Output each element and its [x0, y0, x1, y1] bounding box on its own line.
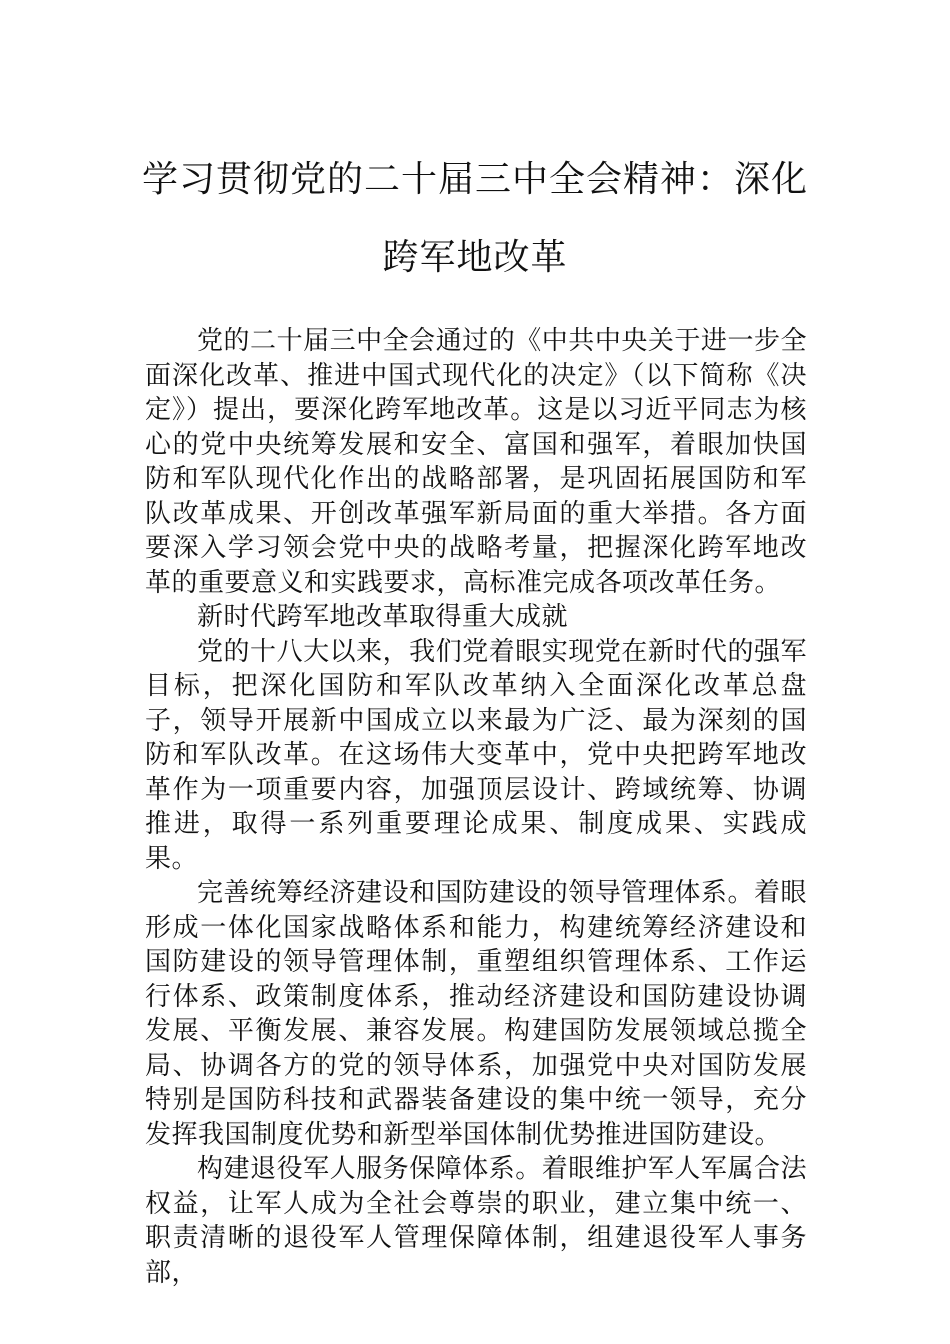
- section-heading: 新时代跨军地改革取得重大成就: [197, 602, 569, 632]
- paragraph-veterans-system: 构建退役军人服务保障体系。着眼维护军人军属合法权益，让军人成为全社会尊崇的职业，建立集中统一、职责清晰的退役军人管理保障体制，组建退役军人事务部，: [145, 1154, 807, 1288]
- paragraph-intro: 党的二十届三中全会通过的《中共中央关于进一步全面深化改革、推进中国式现代化的决定》（以下简称《决定》）提出，要深化跨军地改革。这是以习近平同志为核心的党中央统筹发展和安全、富国和强军，着眼加快国防和军队现代化作出的战略部署，是巩固拓展国防和军队改革成果、开创改革强军新局面的重大举措。各方面要深入学习领会党中央的战略考量，把握深化跨军地改革的重要意义和实践要求，高标准完成各项改革任务。: [145, 326, 807, 598]
- paragraph-leadership-system: 完善统筹经济建设和国防建设的领导管理体系。着眼形成一体化国家战略体系和能力，构建统筹经济建设和国防建设的领导管理体制，重塑组织管理体系、工作运行体系、政策制度体系，推动经济建设和国防建设协调发展、平衡发展、兼容发展。构建国防发展领域总揽全局、协调各方的党的领导体系，加强党中央对国防发展特别是国防科技和武器装备建设的集中统一领导，充分发挥我国制度优势和新型举国体制优势推进国防建设。: [145, 878, 807, 1150]
- document-title: [140, 160, 810, 278]
- document-body: [145, 324, 807, 1290]
- paragraph-achievements: 党的十八大以来，我们党着眼实现党在新时代的强军目标，把深化国防和军队改革纳入全面深化改革总盘子，领导开展新中国成立以来最为广泛、最为深刻的国防和军队改革。在这场伟大变革中，党中央把跨军地改革作为一项重要内容，加强顶层设计、跨域统筹、协调推进，取得一系列重要理论成果、制度成果、实践成果。: [145, 636, 807, 874]
- title-line-1: 学习贯彻党的二十届三中全会精神：深化: [141, 159, 808, 200]
- title-line-2: 跨军地改革: [382, 237, 568, 278]
